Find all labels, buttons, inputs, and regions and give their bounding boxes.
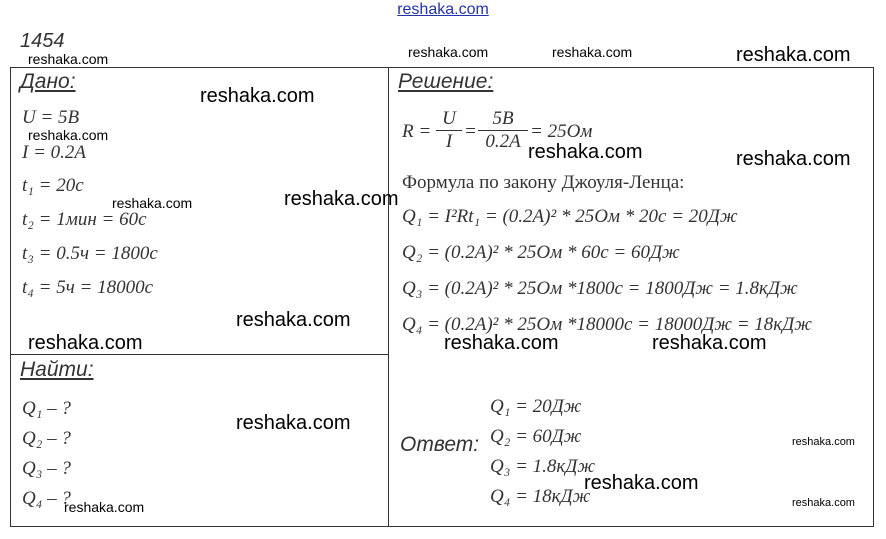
watermark: reshaka.com xyxy=(236,309,351,331)
watermark: reshaka.com xyxy=(736,44,851,66)
resistance-equals: = xyxy=(464,121,477,142)
resistance-lhs: R = xyxy=(402,121,432,142)
watermark: reshaka.com xyxy=(28,51,109,67)
fraction-values xyxy=(478,108,528,153)
site-header-link[interactable]: reshaka.com xyxy=(397,1,489,18)
joule-lenz-title: Формула по закону Джоуля-Ленца: xyxy=(402,172,685,193)
find-line: Q₂ – ? xyxy=(22,428,71,449)
column-divider xyxy=(388,67,389,527)
watermark: reshaka.com xyxy=(736,148,851,170)
resistance-result: = 25Ом xyxy=(530,121,593,142)
formula-line: Q₄ = (0.2A)² * 25Ом *18000c = 18000Дж = 18кДж xyxy=(402,314,812,335)
watermark: reshaka.com xyxy=(584,472,699,494)
given-line: t₂ = 1мин = 60c xyxy=(22,209,147,230)
find-line: Q₁ – ? xyxy=(22,398,71,419)
given-line: t₁ = 20c xyxy=(22,175,84,196)
find-heading: Найти: xyxy=(20,358,94,381)
given-line: I = 0.2A xyxy=(22,142,87,163)
answer-label: Ответ: xyxy=(400,433,480,456)
formula-line: Q₂ = (0.2A)² * 25Ом * 60c = 60Дж xyxy=(402,242,680,263)
answer-line: Q₁ = 20Дж xyxy=(490,396,582,417)
watermark: reshaka.com xyxy=(200,85,315,107)
find-line: Q₃ – ? xyxy=(22,458,71,479)
watermark: reshaka.com xyxy=(112,195,193,211)
watermark: reshaka.com xyxy=(652,332,767,354)
problem-number: 1454 xyxy=(20,30,65,52)
given-line: t₄ = 5ч = 18000c xyxy=(22,277,154,298)
watermark: reshaka.com xyxy=(284,188,399,210)
fraction-denominator: 0.2A xyxy=(485,131,521,152)
watermark: reshaka.com xyxy=(792,436,855,448)
watermark: reshaka.com xyxy=(28,332,143,354)
answer-line: Q₂ = 60Дж xyxy=(490,426,582,447)
formula-line: Q₁ = I²Rt₁ = (0.2A)² * 25Ом * 20c = 20Дж xyxy=(402,206,738,227)
given-line: t₃ = 0.5ч = 1800c xyxy=(22,243,158,264)
solution-heading: Решение: xyxy=(398,70,494,93)
answer-line: Q₃ = 1.8кДж xyxy=(490,456,596,477)
fraction-numerator: U xyxy=(436,108,462,131)
watermark: reshaka.com xyxy=(28,127,109,143)
watermark: reshaka.com xyxy=(528,141,643,163)
watermark: reshaka.com xyxy=(444,332,559,354)
fraction-denominator: I xyxy=(445,131,453,152)
find-line: Q₄ – ? xyxy=(22,488,71,509)
watermark: reshaka.com xyxy=(552,44,633,60)
watermark: reshaka.com xyxy=(64,499,145,515)
fraction-numerator: 5B xyxy=(478,108,528,131)
formula-line: Q₃ = (0.2A)² * 25Ом *1800c = 1800Дж = 1.8кДж xyxy=(402,278,798,299)
answer-line: Q₄ = 18кДж xyxy=(490,486,591,507)
watermark: reshaka.com xyxy=(236,412,351,434)
watermark: reshaka.com xyxy=(408,44,489,60)
given-heading: Дано: xyxy=(20,70,76,93)
fraction-u-over-i xyxy=(436,108,462,153)
watermark: reshaka.com xyxy=(792,497,855,509)
given-line: U = 5B xyxy=(22,107,80,128)
